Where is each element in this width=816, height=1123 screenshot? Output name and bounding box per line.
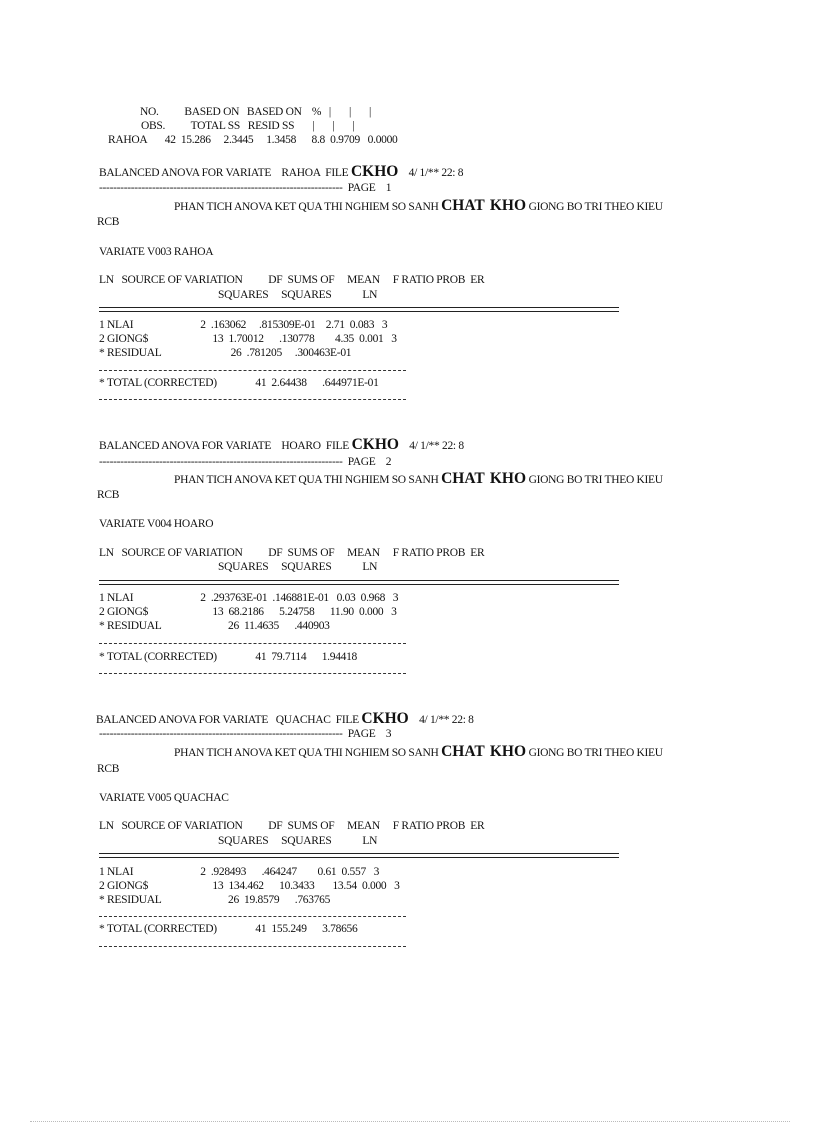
column-header: LN SOURCE OF VARIATION DF SUMS OF MEAN F RATIO PROB ER [99,547,485,559]
column-header: LN SOURCE OF VARIATION DF SUMS OF MEAN F RATIO PROB ER [99,274,485,286]
page-line: --------------------------------------------------------------------- PAGE 3 [99,728,392,740]
dashed-rule [99,916,406,917]
table-row: * RESIDUAL 26 .781205 .300463E-01 [99,347,352,359]
section-subtitle: PHAN TICH ANOVA KET QUA THI NGHIEM SO SANH CHAT KHO GIONG BO TRI THEO KIEU [174,743,663,760]
double-rule [99,580,619,585]
variate-label: VARIATE V003 RAHOA [99,246,214,258]
section-title: BALANCED ANOVA FOR VARIATE HOARO FILE CKHO 4/ 1/** 22: 8 [99,436,464,453]
summary-data-row: RAHOA 42 15.286 2.3445 1.3458 8.8 0.9709 0.0000 [108,134,398,146]
rcb-label: RCB [97,216,120,228]
table-row: 2 GIONG$ 13 1.70012 .130778 4.35 0.001 3 [99,333,397,345]
total-row: * TOTAL (CORRECTED) 41 155.249 3.78656 [99,923,358,935]
dashed-rule [99,946,406,947]
page-bottom-edge [30,1121,790,1122]
dashed-rule [99,370,406,371]
file-name: CKHO [361,710,409,727]
variate-label: VARIATE V004 HOARO [99,518,214,530]
rcb-label: RCB [97,489,120,501]
section-title: BALANCED ANOVA FOR VARIATE RAHOA FILE CKHO 4/ 1/** 22: 8 [99,163,464,180]
column-header-sub: SQUARES SQUARES LN [218,289,378,301]
file-name: CKHO [350,163,399,180]
double-rule [99,307,619,312]
total-row: * TOTAL (CORRECTED) 41 79.7114 1.94418 [99,651,357,663]
table-row: 2 GIONG$ 13 134.462 10.3433 13.54 0.000 3 [99,880,400,892]
dashed-rule [99,673,406,674]
variate-label: VARIATE V005 QUACHAC [99,792,229,804]
rcb-label: RCB [97,763,120,775]
table-row: * RESIDUAL 26 19.8579 .763765 [99,894,331,906]
double-rule [99,853,619,858]
column-header-sub: SQUARES SQUARES LN [218,835,378,847]
page-line: --------------------------------------------------------------------- PAGE 2 [99,456,392,468]
summary-header-row2: OBS. TOTAL SS RESID SS | | | [141,120,355,132]
column-header-sub: SQUARES SQUARES LN [218,561,378,573]
dashed-rule [99,643,406,644]
section-subtitle: PHAN TICH ANOVA KET QUA THI NGHIEM SO SANH CHAT KHO GIONG BO TRI THEO KIEU [174,470,663,487]
summary-header-row1: NO. BASED ON BASED ON % | | | [140,106,371,118]
file-name: CKHO [351,436,399,453]
table-row: 1 NLAI 2 .163062 .815309E-01 2.71 0.083 3 [99,319,388,331]
section-title: BALANCED ANOVA FOR VARIATE QUACHAC FILE CKHO 4/ 1/** 22: 8 [96,710,474,727]
section-subtitle: PHAN TICH ANOVA KET QUA THI NGHIEM SO SANH CHAT KHO GIONG BO TRI THEO KIEU [174,197,663,214]
dashed-rule [99,399,406,400]
total-row: * TOTAL (CORRECTED) 41 2.64438 .644971E-01 [99,377,379,389]
page-line: --------------------------------------------------------------------- PAGE 1 [99,182,392,194]
table-row: 2 GIONG$ 13 68.2186 5.24758 11.90 0.000 3 [99,606,397,618]
table-row: * RESIDUAL 26 11.4635 .440903 [99,620,330,632]
column-header: LN SOURCE OF VARIATION DF SUMS OF MEAN F RATIO PROB ER [99,820,485,832]
table-row: 1 NLAI 2 .293763E-01 .146881E-01 0.03 0.968 3 [99,592,399,604]
table-row: 1 NLAI 2 .928493 .464247 0.61 0.557 3 [99,866,380,878]
